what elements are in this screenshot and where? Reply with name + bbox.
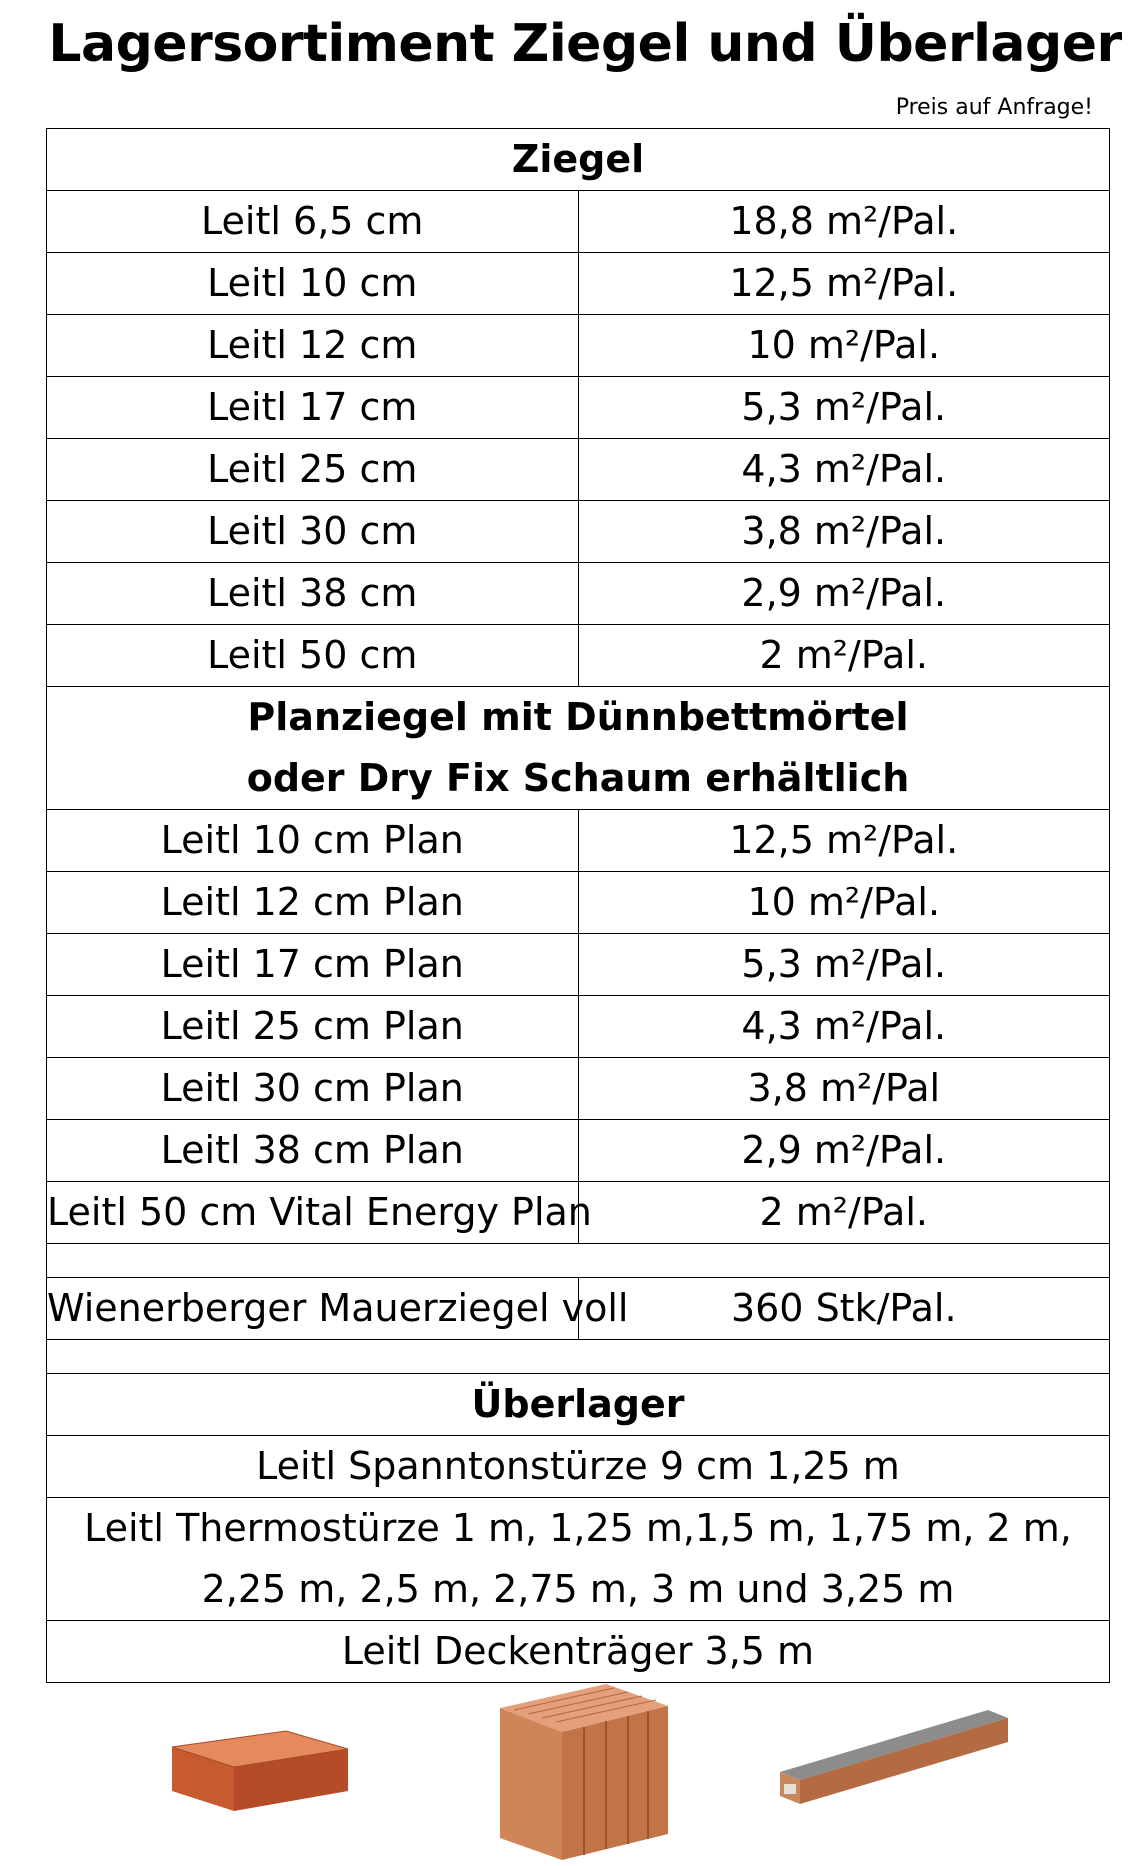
product-qty: 5,3 m²/Pal. — [578, 377, 1110, 439]
product-name: Leitl 50 cm Vital Energy Plan — [47, 1182, 579, 1244]
solid-brick-icon — [168, 1695, 358, 1815]
product-table — [46, 128, 1110, 1683]
table-row — [47, 1436, 1110, 1498]
product-qty: 12,5 m²/Pal. — [578, 810, 1110, 872]
product-qty: 360 Stk/Pal. — [578, 1278, 1110, 1340]
table-row — [47, 377, 1110, 439]
product-name: Leitl 25 cm — [47, 439, 579, 501]
product-qty: 4,3 m²/Pal. — [578, 439, 1110, 501]
table-row — [47, 439, 1110, 501]
table-row — [47, 1120, 1110, 1182]
table-row — [47, 625, 1110, 687]
product-qty: 2 m²/Pal. — [578, 625, 1110, 687]
product-name: Leitl 25 cm Plan — [47, 996, 579, 1058]
spacer-row — [47, 1244, 1110, 1278]
product-name: Leitl 10 cm — [47, 253, 579, 315]
product-qty: 10 m²/Pal. — [578, 315, 1110, 377]
product-name: Leitl 10 cm Plan — [47, 810, 579, 872]
product-qty: 5,3 m²/Pal. — [578, 934, 1110, 996]
table-row — [47, 1182, 1110, 1244]
plan-heading-line1: Planziegel mit Dünnbettmörtel — [247, 695, 909, 739]
price-note: Preis auf Anfrage! — [895, 95, 1093, 120]
product-qty: 3,8 m²/Pal. — [578, 501, 1110, 563]
product-qty: 2,9 m²/Pal. — [578, 1120, 1110, 1182]
table-row — [47, 191, 1110, 253]
table-row — [47, 501, 1110, 563]
section-heading-ziegel: Ziegel — [47, 129, 1110, 191]
product-qty: 18,8 m²/Pal. — [578, 191, 1110, 253]
product-qty: 2 m²/Pal. — [578, 1182, 1110, 1244]
product-name: Leitl 30 cm Plan — [47, 1058, 579, 1120]
table-row — [47, 563, 1110, 625]
product-name: Leitl 38 cm Plan — [47, 1120, 579, 1182]
table-row — [47, 872, 1110, 934]
table-row — [47, 996, 1110, 1058]
lintel-row: Leitl Spanntonstürze 9 cm 1,25 m — [47, 1436, 1110, 1498]
product-name: Leitl 17 cm — [47, 377, 579, 439]
product-qty: 3,8 m²/Pal — [578, 1058, 1110, 1120]
table-row — [47, 1278, 1110, 1340]
product-name: Wienerberger Mauerziegel voll — [47, 1278, 579, 1340]
product-name: Leitl 12 cm — [47, 315, 579, 377]
product-name: Leitl 6,5 cm — [47, 191, 579, 253]
lintel-row-line1: Leitl Thermostürze 1 m, 1,25 m,1,5 m, 1,75 m, 2 m, — [84, 1506, 1072, 1550]
table-row — [47, 1498, 1110, 1621]
product-images — [0, 1670, 1148, 1866]
section-heading-plan — [47, 687, 1110, 810]
product-name: Leitl 17 cm Plan — [47, 934, 579, 996]
plan-heading-line2: oder Dry Fix Schaum erhältlich — [246, 756, 910, 800]
product-qty: 12,5 m²/Pal. — [578, 253, 1110, 315]
section-heading-ueberlager: Überlager — [47, 1374, 1110, 1436]
product-qty: 10 m²/Pal. — [578, 872, 1110, 934]
product-qty: 2,9 m²/Pal. — [578, 563, 1110, 625]
product-name: Leitl 38 cm — [47, 563, 579, 625]
table-row — [47, 810, 1110, 872]
page-title: Lagersortiment Ziegel und Überlager — [48, 14, 1122, 74]
table-row — [47, 1058, 1110, 1120]
product-qty: 4,3 m²/Pal. — [578, 996, 1110, 1058]
hollow-block-icon — [494, 1678, 674, 1866]
spacer-row — [47, 1340, 1110, 1374]
table-row — [47, 934, 1110, 996]
lintel-row-line2: 2,25 m, 2,5 m, 2,75 m, 3 m und 3,25 m — [201, 1567, 955, 1611]
product-name: Leitl 12 cm Plan — [47, 872, 579, 934]
product-name: Leitl 50 cm — [47, 625, 579, 687]
lintel-row: Leitl Deckenträger 3,5 m — [47, 1621, 1110, 1683]
table-row — [47, 315, 1110, 377]
table-row — [47, 253, 1110, 315]
lintel-beam-icon — [776, 1700, 1016, 1810]
lintel-row — [47, 1498, 1110, 1621]
product-name: Leitl 30 cm — [47, 501, 579, 563]
